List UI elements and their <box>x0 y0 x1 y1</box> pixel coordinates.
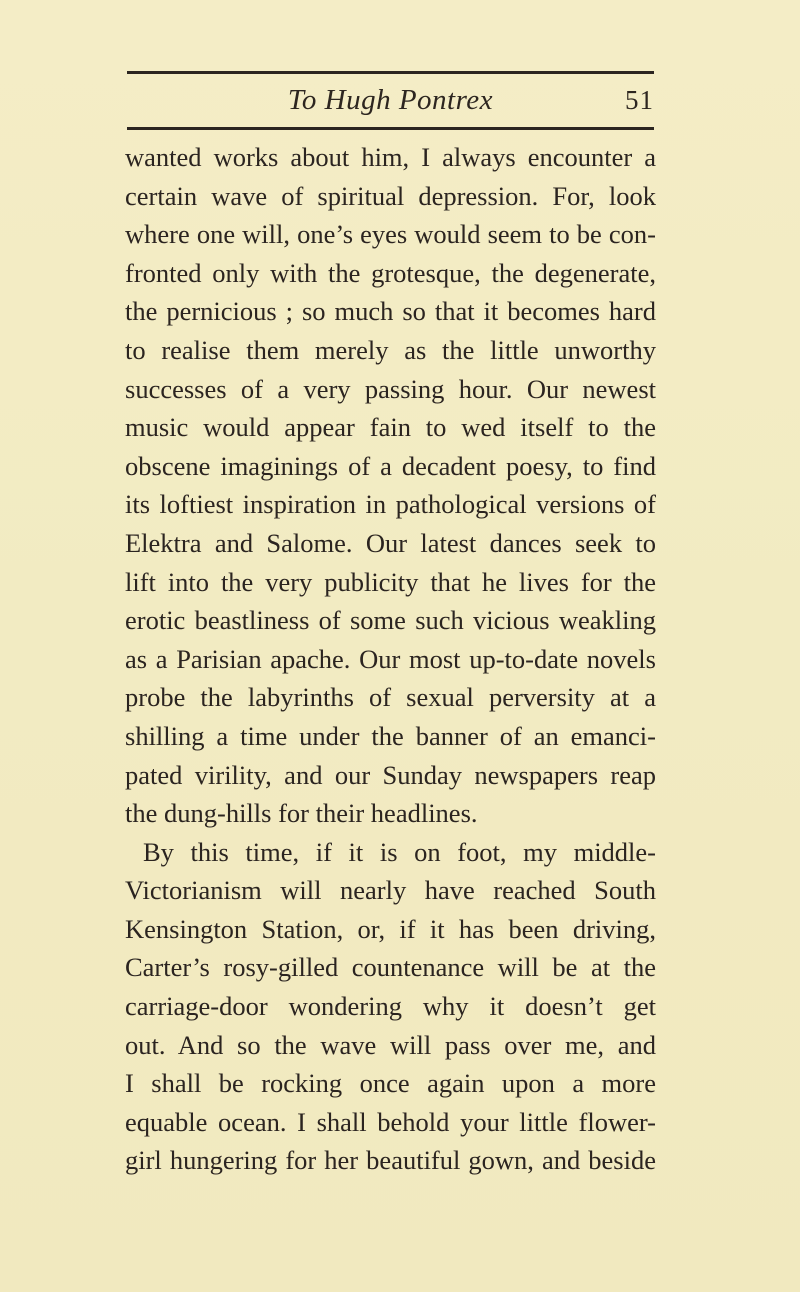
running-head <box>127 80 654 124</box>
header-top-rule <box>127 71 654 74</box>
text-line: erotic beastliness of some such vicious weakling <box>125 605 656 636</box>
text-line: successes of a very passing hour. Our newest <box>125 373 656 404</box>
header-bottom-rule <box>127 127 654 130</box>
page-number: 51 <box>625 85 654 115</box>
text-line: girl hungering for her beautiful gown, and beside <box>125 1145 656 1176</box>
text-line: fronted only with the grotesque, the degenerate, <box>125 257 656 288</box>
text-line: pated virility, and our Sunday newspapers reap <box>125 759 656 790</box>
text-line: equable ocean. I shall behold your little flower- <box>125 1106 656 1137</box>
text-line: shilling a time under the banner of an emanci- <box>125 720 656 751</box>
text-line: out. And so the wave will pass over me, and <box>125 1029 656 1060</box>
text-line: wanted works about him, I always encounter a <box>125 142 656 172</box>
text-line: Elektra and Salome. Our latest dances seek to <box>125 527 656 558</box>
paragraph-start-line: By this time, if it is on foot, my middle- <box>143 836 656 867</box>
text-line: Carter’s rosy-gilled countenance will be at the <box>125 952 656 983</box>
paragraph-end-line: the dung-hills for their headlines. <box>125 798 478 829</box>
text-line: Kensington Station, or, if it has been driving, <box>125 913 656 944</box>
text-line: lift into the very publicity that he lives for the <box>125 566 656 597</box>
text-line: as a Parisian apache. Our most up-to-date novels <box>125 643 656 674</box>
text-line: Victorianism will nearly have reached South <box>125 875 656 906</box>
text-line: music would appear fain to wed itself to the <box>125 412 656 443</box>
text-line: its loftiest inspiration in pathological versions of <box>125 489 656 520</box>
text-line: certain wave of spiritual depression. For, look <box>125 180 656 211</box>
text-line: carriage-door wondering why it doesn’t get <box>125 991 656 1022</box>
text-line: the pernicious ; so much so that it becomes hard <box>125 296 656 327</box>
running-title: To Hugh Pontrex <box>287 84 494 116</box>
text-line: probe the labyrinths of sexual perversity at a <box>125 682 656 713</box>
text-line: obscene imaginings of a decadent poesy, to find <box>125 450 656 481</box>
text-line: I shall be rocking once again upon a more <box>125 1068 656 1099</box>
body-text <box>125 138 656 1180</box>
text-line: to realise them merely as the little unworthy <box>125 334 656 365</box>
text-line: where one will, one’s eyes would seem to be con- <box>125 219 656 250</box>
